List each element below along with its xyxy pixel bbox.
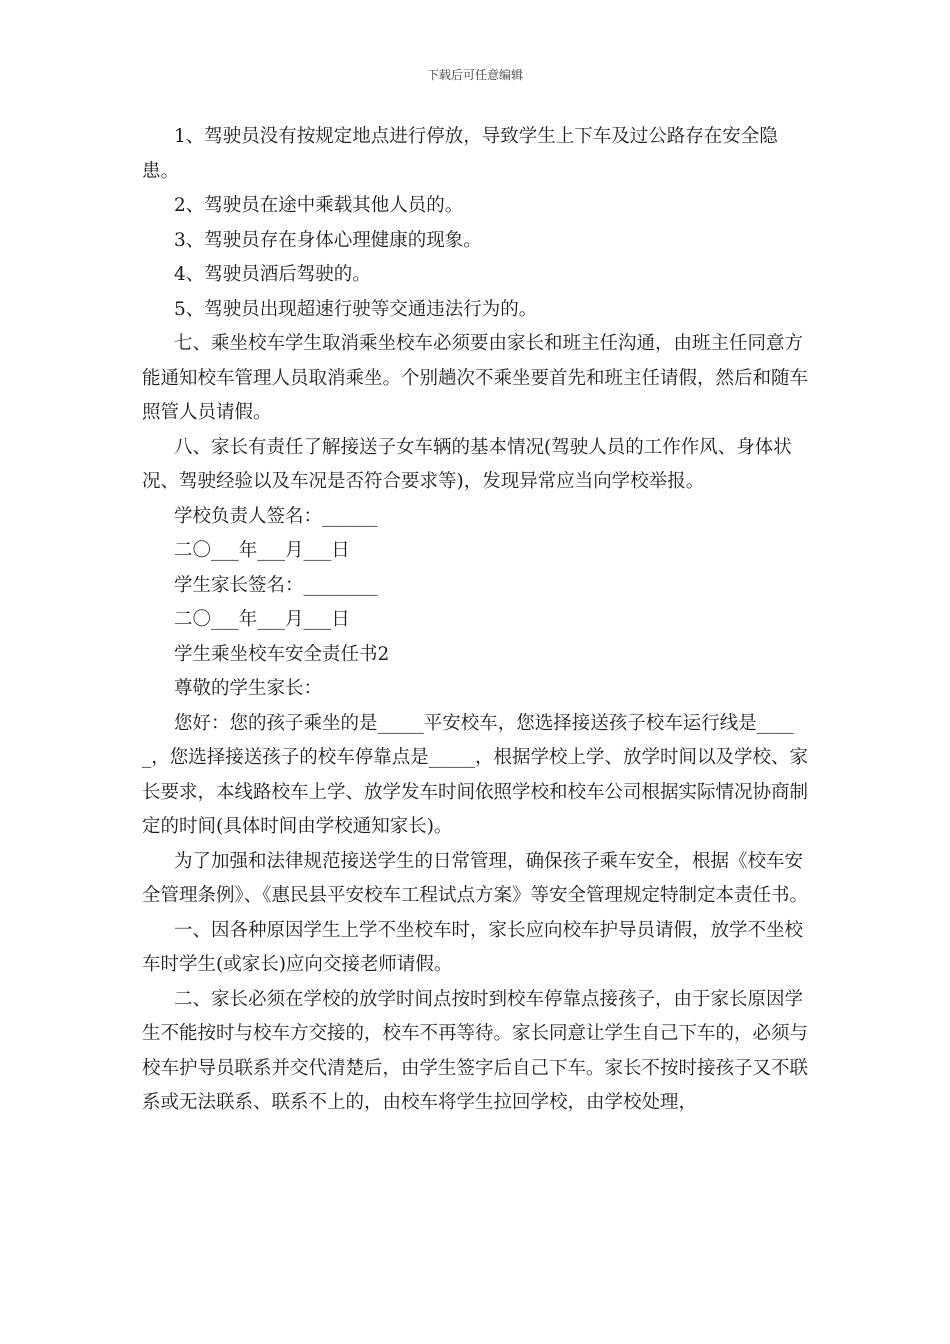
paragraph: 2、驾驶员在途中乘载其他人员的。 [174, 195, 464, 216]
date-line: 二〇___年___月___日 [174, 609, 350, 630]
paragraph: 为了加强和法律规范接送学生的日常管理，确保孩子乘车安全，根据《校车安全管理条例》、《惠民县平安校车工程试点方案》等安全管理规定特制定本责任书。 [142, 850, 809, 906]
paragraph: 二、家长必须在学校的放学时间点按时到校车停靠点接孩子，由于家长原因学生不能按时与校车方交接的，校车不再等待。家长同意让学生自己下车的，必须与校车护导员联系并交代清楚后，由学生签字后自己下车。家长不按时接孩子又不联系或无法联系、联系不上的，由校车将学生拉回学校，由学校处理， [142, 988, 809, 1113]
paragraph: 5、驾驶员出现超速行驶等交通违法行为的。 [174, 298, 538, 320]
paragraph: 您好：您的孩子乘坐的是_____平安校车，您选择接送孩子校车运行线是_____，您选择接送孩子的校车停靠点是_____，根据学校上学、放学时间以及学校、家长要求，本线路校车上学、放学发车时间依照学校和校车公司根据实际情况协商制定的时间(具体时间由学校通知家长)。 [142, 712, 809, 837]
signature-line-parent: 学生家长签名：________ [174, 574, 378, 596]
salutation: 尊敬的学生家长： [174, 678, 323, 699]
section-title: 学生乘坐校车安全责任书2 [174, 643, 390, 665]
document-body [142, 120, 812, 1121]
paragraph: 一、因各种原因学生上学不坐校车时，家长应向校车护导员请假，放学不坐校车时学生(或家长)应向交接老师请假。 [142, 919, 804, 975]
signature-line-school: 学校负责人签名：______ [174, 505, 378, 527]
paragraph: 七、乘坐校车学生取消乘坐校车必须要由家长和班主任沟通，由班主任同意方能通知校车管理人员取消乘坐。个别趟次不乘坐要首先和班主任请假，然后和随车照管人员请假。 [142, 333, 809, 423]
paragraph: 八、家长有责任了解接送子女车辆的基本情况(驾驶人员的工作作风、身体状况、驾驶经验以及车况是否符合要求等)，发现异常应当向学校举报。 [142, 436, 792, 492]
paragraph: 3、驾驶员存在身体心理健康的现象。 [174, 229, 482, 251]
paragraph: 4、驾驶员酒后驾驶的。 [174, 264, 371, 285]
date-line: 二〇___年___月___日 [174, 540, 350, 561]
paragraph: 1、驾驶员没有按规定地点进行停放，导致学生上下车及过公路存在安全隐患。 [142, 126, 778, 182]
page-header: 下载后可任意编辑 [426, 68, 523, 82]
